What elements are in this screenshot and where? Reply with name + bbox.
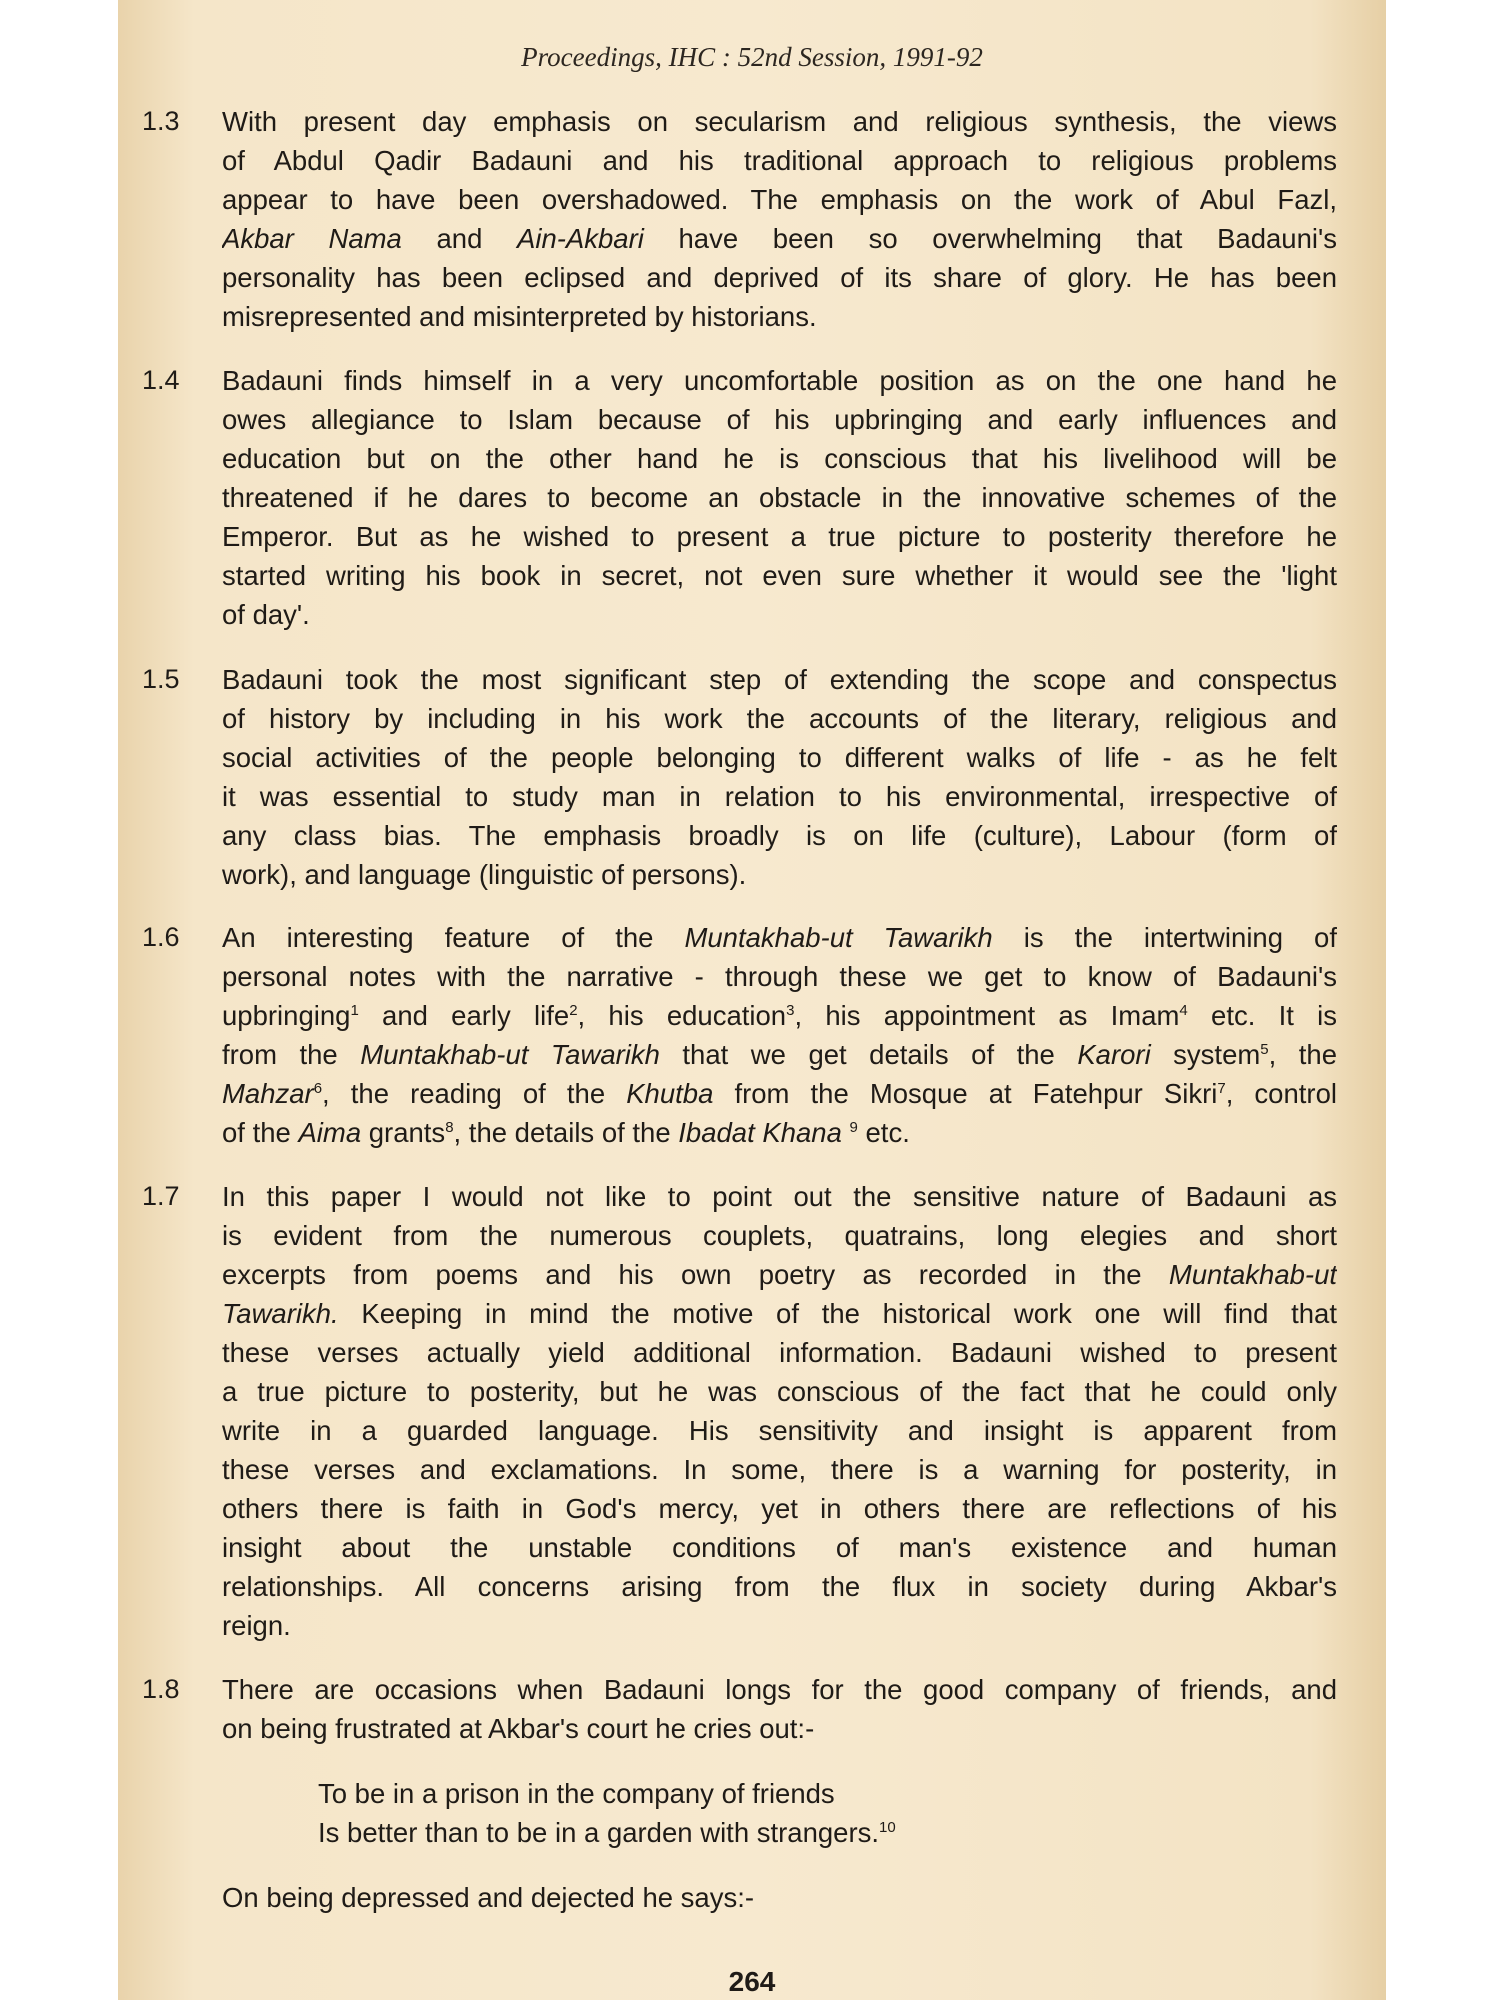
- text-line: relationships. All concerns arising from the flux in society during Akbar's: [222, 1571, 1337, 1602]
- text-line: others there is faith in God's mercy, yet in others there are reflections of his: [222, 1493, 1337, 1524]
- text-line: Emperor. But as he wished to present a true picture to posterity therefore he: [222, 521, 1337, 552]
- text-line: Mahzar$^6$, the reading of the Khutba from the Mosque at Fatehpur Sikri$^7$, control: [222, 1078, 1337, 1109]
- text-line: personality has been eclipsed and deprived of its share of glory. He has been: [222, 262, 1337, 293]
- text-line: reign.: [222, 1610, 291, 1641]
- text-line: of history by including in his work the accounts of the literary, religious and: [222, 703, 1337, 734]
- text-line: Badauni finds himself in a very uncomfortable position as on the one hand he: [222, 365, 1337, 396]
- text-line: insight about the unstable conditions of man's existence and human: [222, 1532, 1337, 1563]
- paragraph-text: [222, 102, 1337, 336]
- paragraph-number: 1.7: [142, 1181, 180, 1211]
- page-number: 264: [728, 1966, 776, 1997]
- text-line: started writing his book in secret, not even sure whether it would see the 'light: [222, 560, 1337, 591]
- text-line: misrepresented and misinterpreted by historians.: [222, 301, 817, 332]
- text-line: upbringing$^1$ and early life$^2$, his education$^3$, his appointment as Imam$^4$ etc. It is: [222, 1000, 1337, 1031]
- text-line: education but on the other hand he is conscious that his livelihood will be: [222, 443, 1337, 474]
- text-line: There are occasions when Badauni longs for the good company of friends, and: [222, 1674, 1337, 1705]
- paragraph-text: [222, 1670, 1337, 1917]
- text-line: excerpts from poems and his own poetry as recorded in the Muntakhab-ut: [222, 1259, 1337, 1290]
- text-line: owes allegiance to Islam because of his upbringing and early influences and: [222, 404, 1337, 435]
- paragraph-number: 1.3: [142, 106, 180, 136]
- paragraph-number: 1.6: [142, 922, 180, 952]
- text-line: of the Aima grants$^8$, the details of the Ibadat Khana $^9$ etc.: [222, 1117, 910, 1148]
- text-line: of day'.: [222, 599, 310, 630]
- paragraph-number: 1.8: [142, 1674, 180, 1704]
- text-line: of Abdul Qadir Badauni and his traditional approach to religious problems: [222, 145, 1337, 176]
- text-line: is evident from the numerous couplets, quatrains, long elegies and short: [222, 1220, 1337, 1251]
- text-line: In this paper I would not like to point out the sensitive nature of Badauni as: [222, 1181, 1337, 1212]
- text-line: work), and language (linguistic of persons).: [222, 859, 747, 890]
- spacer: [222, 1852, 1337, 1878]
- paragraph-number: 1.4: [142, 365, 180, 395]
- text-line: An interesting feature of the Muntakhab-ut Tawarikh is the intertwining of: [222, 922, 1337, 953]
- verse-line: Is better than to be in a garden with strangers.$^{10}$: [318, 1817, 896, 1848]
- paragraph-text: [222, 1177, 1337, 1645]
- paragraph-text: [222, 361, 1337, 634]
- text-line: Badauni took the most significant step of extending the scope and conspectus: [222, 664, 1337, 695]
- text-line: Akbar Nama and Ain-Akbari have been so overwhelming that Badauni's: [222, 223, 1337, 254]
- text-line: write in a guarded language. His sensitivity and insight is apparent from: [222, 1415, 1337, 1446]
- paragraph-number: 1.5: [142, 664, 180, 694]
- verse-line: To be in a prison in the company of friends: [318, 1778, 835, 1809]
- text-line: Tawarikh. Keeping in mind the motive of the historical work one will find that: [222, 1298, 1337, 1329]
- running-header: Proceedings, IHC : 52nd Session, 1991-92: [521, 42, 983, 72]
- text-line: a true picture to posterity, but he was conscious of the fact that he could only: [222, 1376, 1337, 1407]
- closing-line: On being depressed and dejected he says:-: [222, 1882, 755, 1913]
- paragraph-text: [222, 918, 1337, 1152]
- text-line: on being frustrated at Akbar's court he cries out:-: [222, 1713, 815, 1744]
- scanned-page: [118, 0, 1386, 2000]
- text-line: personal notes with the narrative - through these we get to know of Badauni's: [222, 961, 1337, 992]
- spacer: [222, 1748, 1337, 1774]
- text-line: social activities of the people belonging to different walks of life - as he felt: [222, 742, 1337, 773]
- text-line: any class bias. The emphasis broadly is on life (culture), Labour (form of: [222, 820, 1337, 851]
- text-line: appear to have been overshadowed. The emphasis on the work of Abul Fazl,: [222, 184, 1337, 215]
- paragraph-text: [222, 660, 1337, 894]
- text-line: it was essential to study man in relation to his environmental, irrespective of: [222, 781, 1337, 812]
- text-line: With present day emphasis on secularism and religious synthesis, the views: [222, 106, 1337, 137]
- text-line: these verses actually yield additional information. Badauni wished to present: [222, 1337, 1337, 1368]
- text-line: from the Muntakhab-ut Tawarikh that we get details of the Karori system$^5$, the: [222, 1039, 1337, 1070]
- text-line: threatened if he dares to become an obstacle in the innovative schemes of the: [222, 482, 1337, 513]
- text-line: these verses and exclamations. In some, there is a warning for posterity, in: [222, 1454, 1337, 1485]
